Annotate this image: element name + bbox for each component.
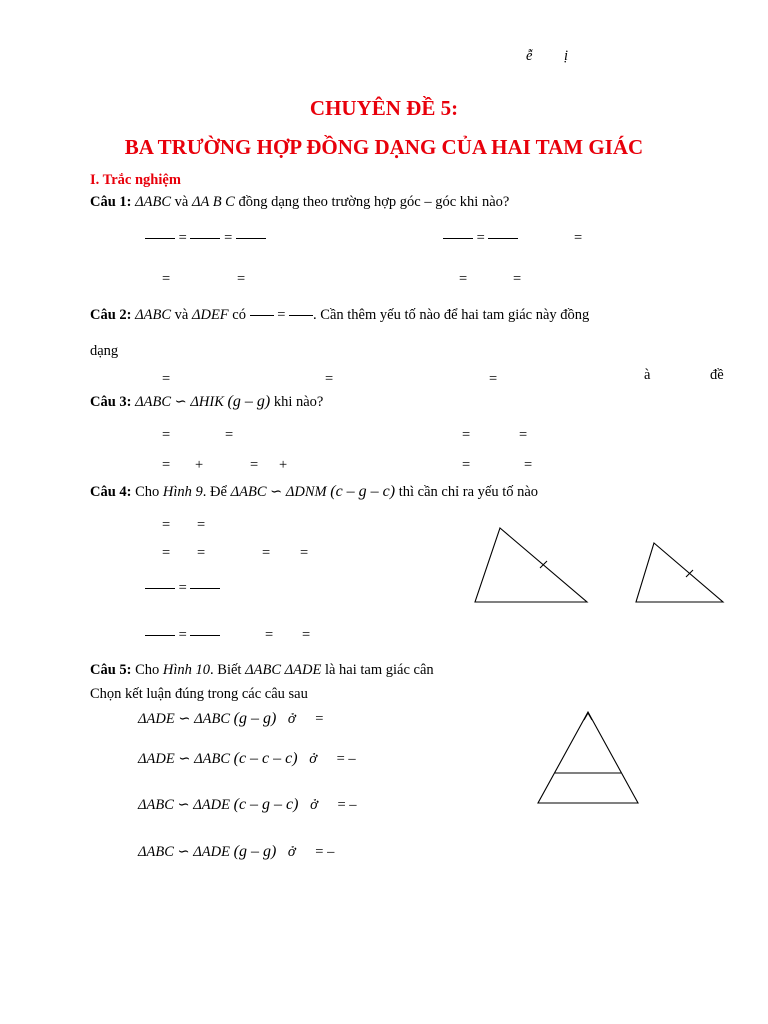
chapter-title: CHUYÊN ĐỀ 5:: [309, 96, 459, 120]
eq-sign: =: [519, 427, 528, 443]
q2-label: Câu 2:: [90, 307, 132, 323]
q3-label: Câu 3:: [90, 394, 132, 410]
opt-case: (c – c – c): [233, 750, 298, 767]
q4-figure-ref: Hình 9: [162, 484, 203, 500]
triangle-abc-large: [538, 712, 638, 803]
eq-sign: =: [237, 271, 246, 287]
plus-sign: +: [279, 457, 288, 473]
eq-sign: =: [225, 427, 234, 443]
q2-text-cont: dạng: [90, 343, 119, 359]
eq-sign: =: [462, 427, 471, 443]
eq-sign: =: [250, 457, 259, 473]
opt-case: (g – g): [233, 843, 277, 860]
eq-sign: =: [178, 580, 187, 596]
eq-sign: =: [262, 545, 271, 561]
eq-sign: =: [162, 427, 171, 443]
chapter-subtitle: BA TRƯỜNG HỢP ĐỒNG DẠNG CỦA HAI TAM GIÁC: [124, 135, 644, 159]
eq-sign: =: [325, 371, 334, 387]
q4-mid: . Để: [202, 484, 227, 500]
q2-has: có: [232, 307, 246, 323]
q4-label: Câu 4:: [90, 484, 132, 500]
q1-label: Câu 1:: [90, 194, 132, 210]
q3-text: khi nào?: [273, 394, 324, 410]
header-mark-2: ị: [564, 48, 569, 64]
eq-sign: =: [462, 457, 471, 473]
opt-case: (c – g – c): [233, 796, 299, 813]
q1-and: và: [174, 194, 189, 210]
q5-label: Câu 5:: [90, 662, 132, 678]
q1-text: đồng dạng theo trường hợp góc – góc khi nào?: [238, 194, 510, 210]
q5-text: là hai tam giác cân: [324, 662, 434, 678]
q4-expr: ΔABC ∽ ΔDNM: [230, 484, 327, 500]
eq-sign: =: [574, 230, 583, 246]
q4-pre: Cho: [135, 484, 160, 500]
q4-case: (c – g – c): [330, 483, 396, 500]
opt-expr: ΔABC ∽ ΔADE: [138, 797, 230, 813]
opt-tail: ở: [287, 711, 296, 727]
eq-sign: =: [197, 517, 206, 533]
eq-sign: =: [162, 271, 171, 287]
eq-sign: =: [162, 545, 171, 561]
q5-pre: Cho: [135, 662, 160, 678]
eq-sign: =: [513, 271, 522, 287]
opt-expr: ΔADE ∽ ΔABC: [138, 711, 230, 727]
q5-figure-ref: Hình 10: [162, 662, 211, 678]
opt-expr: ΔADE ∽ ΔABC: [138, 751, 230, 767]
eq-sign: =: [277, 307, 286, 323]
q3-expr: ΔABC ∽ ΔHIK: [135, 394, 224, 410]
eq-sign: =: [224, 230, 233, 246]
opt-eq: =: [315, 711, 324, 727]
eq-sign: =: [476, 230, 485, 246]
eq-sign: =: [489, 371, 498, 387]
q3-case: (g – g): [227, 393, 271, 410]
opt-eq: = –: [336, 751, 356, 767]
eq-sign: =: [265, 627, 274, 643]
q2-text: . Cần thêm yếu tố nào để hai tam giác này đồng: [313, 307, 590, 323]
opt-tail: ở: [310, 797, 318, 813]
q2-expr-b: ΔDEF: [191, 307, 229, 323]
opt-tail: ở: [287, 844, 296, 860]
opt-expr: ΔABC ∽ ΔADE: [138, 844, 230, 860]
q1-expr-b: ΔA B C: [191, 194, 235, 210]
plus-sign: +: [195, 457, 204, 473]
q1-expr-a: ΔABC: [135, 194, 172, 210]
eq-sign: =: [162, 457, 171, 473]
eq-sign: =: [524, 457, 533, 473]
section-heading: I. Trắc nghiệm: [90, 172, 181, 188]
header-mark-1: ễ: [526, 48, 533, 64]
eq-sign: =: [162, 371, 171, 387]
opt-tail: ở: [309, 751, 317, 767]
q4-text: thì cần chỉ ra yếu tố nào: [398, 484, 539, 500]
eq-sign: =: [302, 627, 311, 643]
eq-sign: =: [300, 545, 309, 561]
q5-mid: . Biết: [210, 662, 242, 678]
q5-line-2: Chọn kết luận đúng trong các câu sau: [90, 686, 308, 702]
q2-mark-b: đề: [710, 367, 724, 383]
opt-eq: = –: [337, 797, 357, 813]
eq-sign: =: [459, 271, 468, 287]
opt-eq: = –: [315, 844, 335, 860]
q5-expr: ΔABC ΔADE: [245, 662, 322, 678]
q2-and: và: [174, 307, 189, 323]
eq-sign: =: [162, 517, 171, 533]
eq-sign: =: [178, 627, 187, 643]
eq-sign: =: [197, 545, 206, 561]
q2-expr-a: ΔABC: [135, 307, 172, 323]
q2-mark-a: à: [644, 367, 651, 383]
opt-case: (g – g): [233, 710, 277, 727]
eq-sign: =: [178, 230, 187, 246]
